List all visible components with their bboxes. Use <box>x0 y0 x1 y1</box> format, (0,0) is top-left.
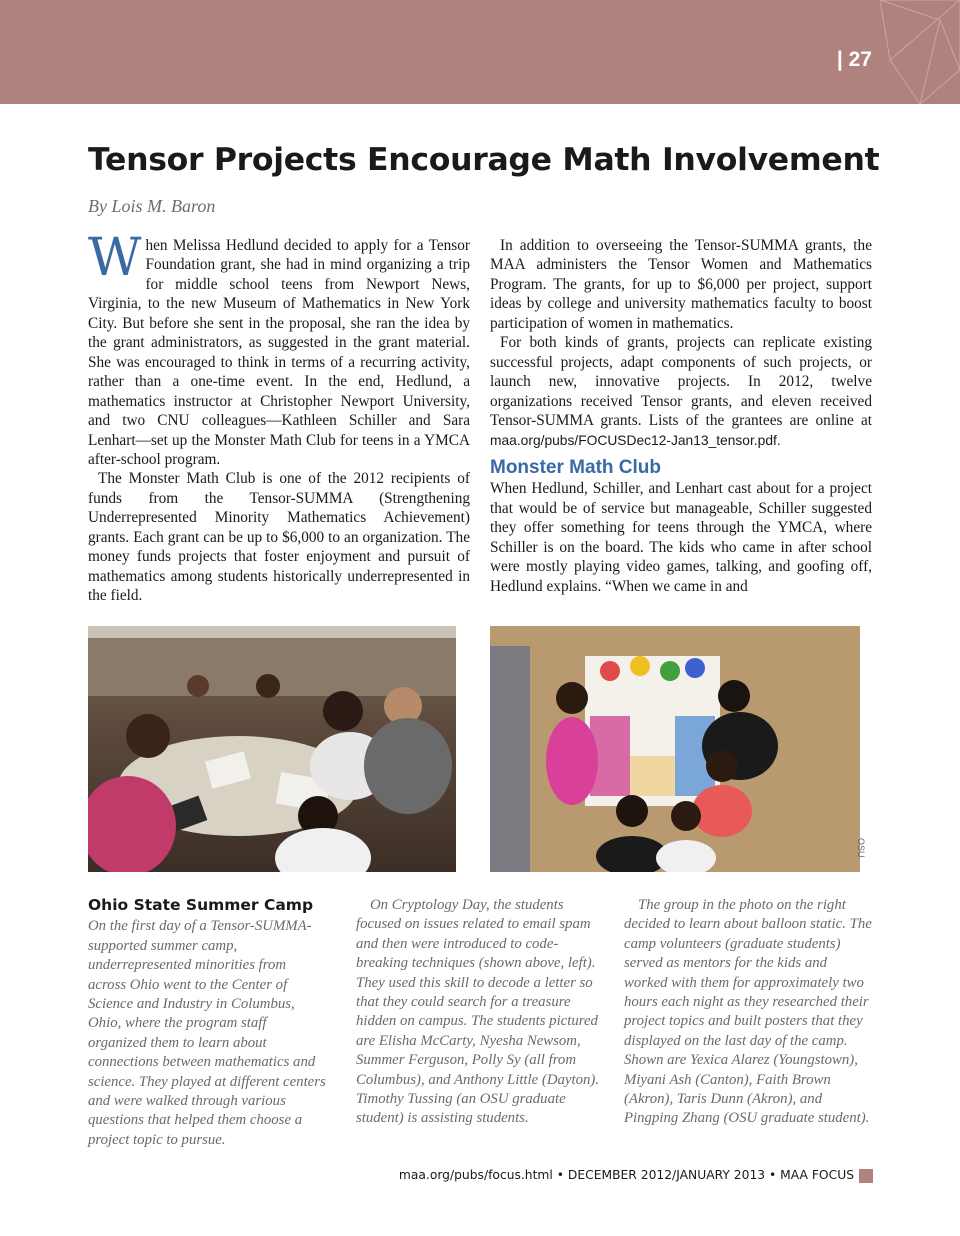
caption-heading: Ohio State Summer Camp <box>88 896 314 914</box>
caption-column-2 <box>356 896 608 1129</box>
caption-text-1: On the first day of a Tensor-SUMMA-supported summer camp, underrepresented minorities from across Ohio went to the Center of Science and Industry in Columbus, Ohio, where the program staff organized them to learn about connections between mathematics and science. They played at different centers and were walked through various questions that helped them choose a project topic to pursue. <box>88 918 326 1148</box>
students-table-photo-icon <box>88 626 456 872</box>
poster-students-photo-icon <box>490 626 860 872</box>
byline: By Lois M. Baron <box>88 196 216 216</box>
section-heading: Monster Math Club <box>490 456 661 478</box>
intro-text: hen Melissa Hedlund decided to apply for a Tensor Foundation grant, she had in mind organizing a trip for middle school teens from Newport News, Virginia, to the new Museum of Mathematics in New York City. But before she sent in the proposal, she ran the idea by the grant administrators, as suggested in the grant material. She was encouraged to think in terms of a recurring activity, rather than a one-time event. In the end, Hedlund, a mathematics instructor at Christopher Newport University, and two CNU colleagues—Kathleen Schiller and Sara Lenhart—set up the Monster Math Club for teens in a YMCA after-school program. <box>88 237 470 468</box>
section-paragraph: When Hedlund, Schiller, and Lenhart cast about for a project that would be of service but manageable, Schiller suggested they offer something for teens through the YMCA, where Schiller is on the board. The kids who came in after school were mostly playing video games, talking, and goofing off, Hedlund explains. “When we came in and <box>490 480 872 595</box>
right-paragraph-2 <box>490 333 872 450</box>
caption-column-1 <box>88 896 326 1150</box>
right-paragraph-2-text: For both kinds of grants, projects can replicate existing successful projects, adapt components of such projects, or launch new, innovative projects. In 2012, twelve organizations received Tensor grants, and eleven received Tensor-SUMMA grants. Lists of the grantees are online at <box>490 334 872 430</box>
article-right-column <box>490 236 872 596</box>
header-band <box>0 0 960 104</box>
article-title: Tensor Projects Encourage Math Involvement <box>88 142 880 178</box>
page-footer: maa.org/pubs/focus.html • DECEMBER 2012/JANUARY 2013 • MAA FOCUS <box>398 1168 854 1182</box>
caption-text-2: On Cryptology Day, the students focused on issues related to email spam and then were introduced to code-breaking techniques (shown above, left). They used this skill to decode a letter so that they could search for a treasure hidden on campus. The students pictured are Elisha McCarty, Nyesha Newsom, Summer Ferguson, Polly Sy (all from Columbus), and Anthony Little (Dayton). Timothy Tussing (an OSU graduate student) is assisting students. <box>356 897 600 1127</box>
photo-credit: OSU <box>856 838 866 858</box>
caption-column-3 <box>624 896 874 1129</box>
article-left-column <box>88 228 470 606</box>
left-paragraph-2: The Monster Math Club is one of the 2012 recipients of funds from the Tensor-SUMMA (Strengthening Underrepresented Minority Mathematics Achievement) grants. Each grant can be up to $6,000 to an organization. The money funds projects that foster enjoyment and pursuit of mathematics among students historically underrepresented in the field. <box>88 470 470 605</box>
page-number: | 27 <box>836 48 872 71</box>
intro-paragraph <box>88 228 470 469</box>
drop-cap: W <box>88 228 142 288</box>
footer-square-icon <box>859 1169 873 1183</box>
grantees-link[interactable]: maa.org/pubs/FOCUSDec12-Jan13_tensor.pdf. <box>490 432 781 448</box>
right-paragraph-1: In addition to overseeing the Tensor-SUMMA grants, the MAA administers the Tensor Women and Mathematics Program. The grants, for up to $6,000 per project, support ideas by college and university mathematics faculty to boost participation of women in mathematics. <box>490 237 872 332</box>
photo-cryptology-day <box>88 626 456 872</box>
photo-balloon-static <box>490 626 860 872</box>
caption-text-3: The group in the photo on the right decided to learn about balloon static. The camp volunteers (graduate students) served as mentors for the kids and worked with them for approximately two hours each night as they researched their project topics and built posters that they displayed on the last day of the camp. Shown are Yexica Alarez (Youngstown), Miyani Ash (Canton), Faith Brown (Akron), Taris Dunn (Akron), and Pingping Zhang (OSU graduate student). <box>624 897 872 1127</box>
